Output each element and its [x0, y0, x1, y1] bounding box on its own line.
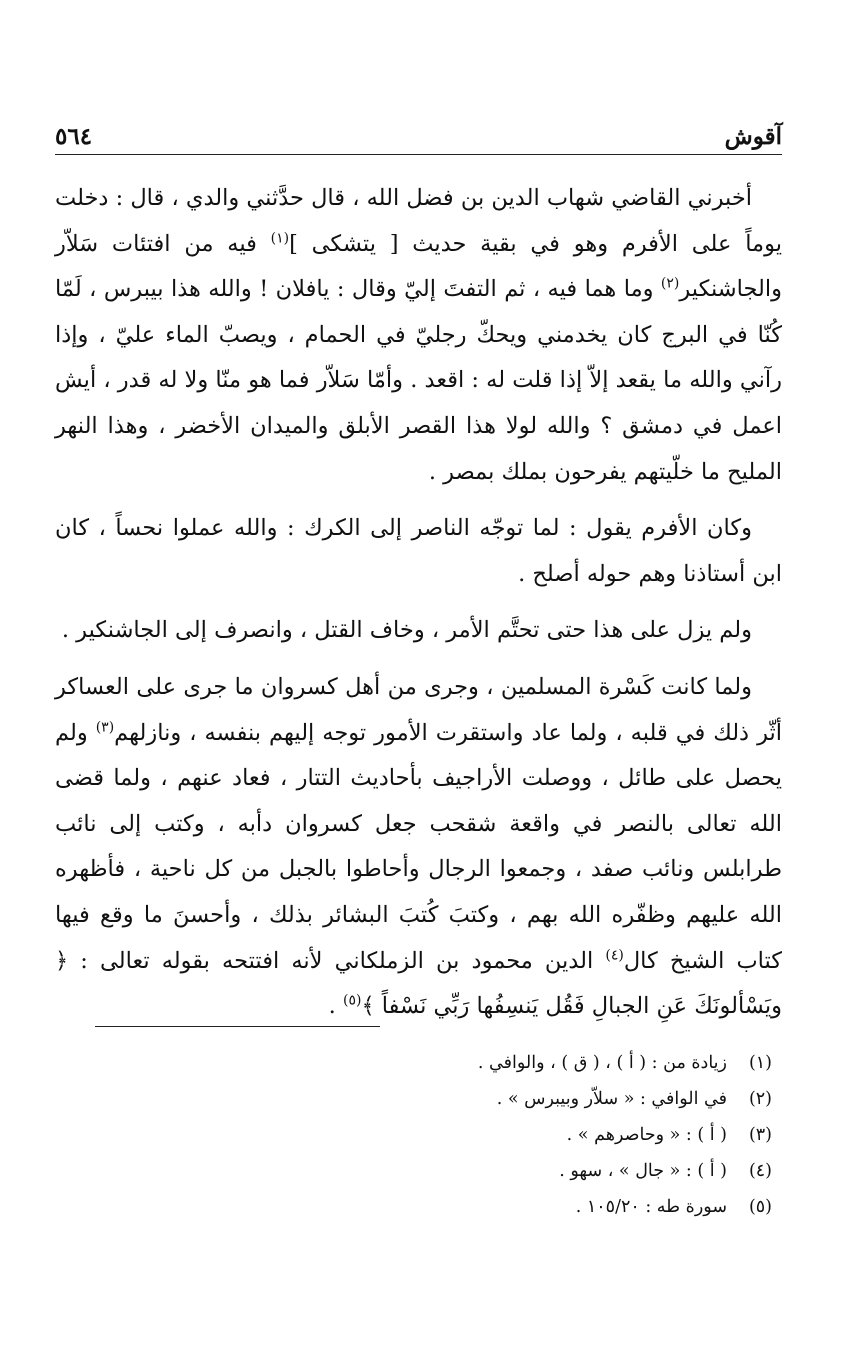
footnote-ref: (٣) — [95, 719, 115, 736]
footnote-divider — [95, 1026, 380, 1027]
paragraph-text: ولم يحصل على طائل ، ووصلت الأراجيف بأحاديث التتار ، فعاد عنهم ، ولما قضى الله تعالى بالنصر في واقعة شقحب جعل كسروان دأبه ، وكتب إلى نائب طرابلس ونائب صفد ، وجمعوا الرجال وأحاطوا بالجبل من كل ناحية ، فأظهره الله عليهم وظفّره الله بهم ، وكتبَ كُتبَ البشائر بذلك ، وأحسنَ ما وقع فيها كتاب الشيخ كال — [55, 719, 783, 974]
paragraph-text: وما هما فيه ، ثم التفتَ إليّ وقال : يافلان ! والله هذا بيبرس ، لَمّا كُنّا في البرج كان يخدمني ويحكّ رجليّ في الحمام ، ويصبّ الماء عليّ ، وإذا رآني والله ما يقعد إلاّ إذا قلت له : اقعد . وأمّا سَلاّر فما هو منّا ولا له قدر ، أيش اعمل في دمشق ؟ والله لولا هذا القصر الأبلق والميدان الأخضر ، وهذا النهر المليح ما خلّيتهم يفرحون بملك بمصر . — [55, 276, 782, 485]
footnote-text: ( أ ) : « وحاصرهم » . — [566, 1125, 727, 1145]
footnote-ref: (١) — [270, 230, 290, 247]
footnote-text: سورة طه : ١٠٥/٢٠ . — [575, 1197, 727, 1217]
main-text — [55, 176, 782, 1041]
paragraph-4 — [55, 665, 782, 1030]
running-title: آقوش — [724, 123, 782, 150]
footnote — [95, 1153, 772, 1189]
footnote — [95, 1189, 772, 1225]
page-header — [55, 118, 782, 155]
footnote-number: (٢) — [748, 1089, 772, 1109]
paragraph-text: أخبرني القاضي شهاب الدين بن فضل الله ، قال حدَّثني والدي ، قال : دخلت يوماً على الأفرم وهو في بقية حديث [ يتشكى ] — [54, 185, 782, 257]
footnote-number: (١) — [748, 1053, 772, 1073]
paragraph-text: فيه من افتئات سَلاّر والجاشنكير — [55, 230, 782, 303]
footnotes — [95, 1045, 772, 1225]
footnote-number: (٤) — [748, 1161, 772, 1181]
paragraph-text: الدين محمود بن الزملكاني لأنه افتتحه بقوله تعالى : ﴿ ويَسْألونَكَ عَنِ الجبالِ فَقُل يَنسِفُها رَبِّي نَسْفاً ﴾ — [55, 947, 782, 1020]
footnote-ref: (٥) — [342, 992, 362, 1009]
paragraph-text: . — [328, 993, 343, 1020]
paragraph-1 — [55, 176, 782, 495]
footnote — [95, 1081, 772, 1117]
footnote-number: (٥) — [748, 1197, 772, 1217]
paragraph-3 — [55, 608, 782, 654]
footnote-ref: (٢) — [660, 275, 680, 292]
paragraph-2 — [55, 506, 782, 597]
page-number: ٥٦٤ — [55, 123, 93, 150]
paragraph-text: وكان الأفرم يقول : لما توجّه الناصر إلى الكرك : والله عملوا نحساً ، كان ابن أستاذنا وهم حوله أصلح . — [55, 515, 782, 587]
paragraph-text: ولما كانت كَسْرة المسلمين ، وجرى من أهل كسروان ما جرى على العساكر أثّر ذلك في قلبه ، ولما عاد واستقرت الأمور توجه إليهم بنفسه ، ونازلهم — [55, 673, 782, 746]
footnote-number: (٣) — [748, 1125, 772, 1145]
footnote — [95, 1117, 772, 1153]
footnote-ref: (٤) — [605, 947, 624, 963]
footnote-text: زيادة من : ( أ ) ، ( ق ) ، والوافي . — [477, 1053, 727, 1073]
footnote-text: ( أ ) : « جال » ، سهو . — [559, 1161, 727, 1181]
paragraph-text: ولم يزل على هذا حتى تحتَّم الأمر ، وخاف القتل ، وانصرف إلى الجاشنكير . — [61, 617, 752, 644]
footnote — [95, 1045, 772, 1081]
footnote-text: في الوافي : « سلاّر وبيبرس » . — [496, 1089, 727, 1109]
